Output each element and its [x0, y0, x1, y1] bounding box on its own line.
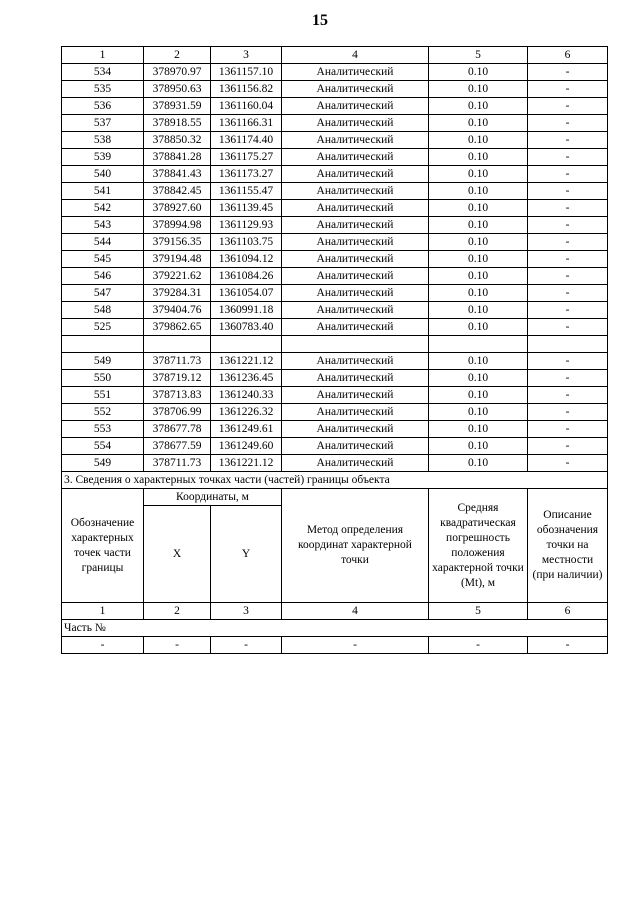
header-cell: 4	[282, 603, 429, 620]
table-cell: 1361084.26	[211, 268, 282, 285]
table-cell: Аналитический	[282, 421, 429, 438]
table-cell: Аналитический	[282, 370, 429, 387]
table-row	[62, 353, 608, 370]
table-cell: 1361236.45	[211, 370, 282, 387]
table-cell: 0.10	[429, 285, 528, 302]
table-cell: 551	[62, 387, 144, 404]
table-cell: 542	[62, 200, 144, 217]
table-cell: 379404.76	[144, 302, 211, 319]
table-row	[62, 132, 608, 149]
page-number: 15	[312, 12, 328, 29]
table-cell: -	[528, 217, 608, 234]
col-point-designation-header: Обозначение характерных точек части границы	[62, 489, 144, 603]
empty-cell	[282, 336, 429, 353]
table-row	[62, 302, 608, 319]
table-cell: 553	[62, 421, 144, 438]
header-cell: 6	[528, 603, 608, 620]
table-cell: 379284.31	[144, 285, 211, 302]
table-cell: 1361221.12	[211, 455, 282, 472]
table-row	[62, 285, 608, 302]
table-cell: -	[528, 115, 608, 132]
table-cell: 0.10	[429, 234, 528, 251]
table-cell: Аналитический	[282, 319, 429, 336]
dash-cell: -	[282, 637, 429, 654]
table-row	[62, 387, 608, 404]
table-cell: 545	[62, 251, 144, 268]
table-cell: 0.10	[429, 319, 528, 336]
empty-cell	[429, 336, 528, 353]
table-row	[62, 268, 608, 285]
table-cell: -	[528, 183, 608, 200]
table-cell: 1361175.27	[211, 149, 282, 166]
table-cell: -	[528, 319, 608, 336]
table-cell: 535	[62, 81, 144, 98]
table-cell: Аналитический	[282, 132, 429, 149]
table-cell: Аналитический	[282, 183, 429, 200]
table-cell: -	[528, 353, 608, 370]
table-cell: 1361221.12	[211, 353, 282, 370]
table-cell: Аналитический	[282, 115, 429, 132]
table-cell: 1361129.93	[211, 217, 282, 234]
table-cell: 1361155.47	[211, 183, 282, 200]
table-cell: 0.10	[429, 387, 528, 404]
table-cell: 378713.83	[144, 387, 211, 404]
table-cell: 540	[62, 166, 144, 183]
dash-cell: -	[528, 637, 608, 654]
table-cell: 1361160.04	[211, 98, 282, 115]
rows-group-a	[62, 64, 608, 336]
table-cell: Аналитический	[282, 217, 429, 234]
table-cell: 0.10	[429, 98, 528, 115]
table-cell: 0.10	[429, 353, 528, 370]
table-cell: 0.10	[429, 183, 528, 200]
coord-x-header: X	[144, 506, 211, 603]
table-cell: 0.10	[429, 217, 528, 234]
table-cell: Аналитический	[282, 64, 429, 81]
header-cell: 5	[429, 47, 528, 64]
table-cell: Аналитический	[282, 234, 429, 251]
table-cell: 378931.59	[144, 98, 211, 115]
table-cell: 378927.60	[144, 200, 211, 217]
header-cell: 5	[429, 603, 528, 620]
table-cell: 0.10	[429, 251, 528, 268]
table-cell: Аналитический	[282, 200, 429, 217]
table-cell: -	[528, 438, 608, 455]
table-cell: Аналитический	[282, 353, 429, 370]
dash-cell: -	[211, 637, 282, 654]
table-cell: 0.10	[429, 438, 528, 455]
header-cell: 2	[144, 603, 211, 620]
table-cell: Аналитический	[282, 302, 429, 319]
table-cell: 1361226.32	[211, 404, 282, 421]
table-cell: 539	[62, 149, 144, 166]
table-cell: 379221.62	[144, 268, 211, 285]
table-row	[62, 438, 608, 455]
table-cell: 0.10	[429, 421, 528, 438]
section3-number-row	[62, 603, 608, 620]
table-cell: Аналитический	[282, 285, 429, 302]
table-cell: 536	[62, 98, 144, 115]
header-cell: 3	[211, 47, 282, 64]
table-cell: 550	[62, 370, 144, 387]
table-cell: 0.10	[429, 115, 528, 132]
table-cell: 1361054.07	[211, 285, 282, 302]
empty-cell	[528, 336, 608, 353]
table-row	[62, 319, 608, 336]
table-row	[62, 64, 608, 81]
table-row	[62, 115, 608, 132]
header-cell: 3	[211, 603, 282, 620]
table-cell: -	[528, 64, 608, 81]
table-cell: 378719.12	[144, 370, 211, 387]
table-row	[62, 404, 608, 421]
table-cell: 378677.59	[144, 438, 211, 455]
table-cell: -	[528, 149, 608, 166]
table-cell: 0.10	[429, 404, 528, 421]
table-cell: -	[528, 285, 608, 302]
table-cell: 0.10	[429, 200, 528, 217]
table-cell: 525	[62, 319, 144, 336]
empty-cell	[62, 336, 144, 353]
table-cell: 1361174.40	[211, 132, 282, 149]
col-method-header: Метод определения координат характерной точки	[282, 489, 429, 603]
table-cell: 0.10	[429, 149, 528, 166]
table-cell: 543	[62, 217, 144, 234]
table-row	[62, 81, 608, 98]
rows-group-b	[62, 353, 608, 472]
table-cell: 541	[62, 183, 144, 200]
table-cell: -	[528, 268, 608, 285]
dash-cell: -	[429, 637, 528, 654]
table-cell: -	[528, 421, 608, 438]
table-cell: Аналитический	[282, 268, 429, 285]
table-cell: -	[528, 234, 608, 251]
table-cell: 379194.48	[144, 251, 211, 268]
table-row	[62, 98, 608, 115]
table-cell: -	[528, 166, 608, 183]
table-cell: 1361166.31	[211, 115, 282, 132]
table-cell: 1361240.33	[211, 387, 282, 404]
table-cell: 1361249.61	[211, 421, 282, 438]
table-cell: 1360783.40	[211, 319, 282, 336]
table-cell: 1360991.18	[211, 302, 282, 319]
table-cell: 0.10	[429, 132, 528, 149]
table-cell: 1361094.12	[211, 251, 282, 268]
coordinates-table	[61, 46, 608, 654]
table-row	[62, 149, 608, 166]
table-cell: Аналитический	[282, 251, 429, 268]
dash-row	[62, 637, 608, 654]
header-cell: 1	[62, 603, 144, 620]
table-cell: -	[528, 81, 608, 98]
table-cell: 1361173.27	[211, 166, 282, 183]
table-cell: 378841.43	[144, 166, 211, 183]
table-cell: 378677.78	[144, 421, 211, 438]
table-cell: 378918.55	[144, 115, 211, 132]
empty-separator-row	[62, 336, 608, 353]
table-cell: -	[528, 302, 608, 319]
table-cell: 534	[62, 64, 144, 81]
table-cell: -	[528, 370, 608, 387]
table-cell: -	[528, 387, 608, 404]
table-cell: 0.10	[429, 81, 528, 98]
table-cell: 378850.32	[144, 132, 211, 149]
table-cell: 379862.65	[144, 319, 211, 336]
table-row	[62, 421, 608, 438]
table-cell: 378706.99	[144, 404, 211, 421]
coords-header: Координаты, м	[144, 489, 282, 506]
coord-y-header: Y	[211, 506, 282, 603]
table-cell: -	[528, 404, 608, 421]
table-cell: 1361156.82	[211, 81, 282, 98]
table-cell: Аналитический	[282, 166, 429, 183]
table-cell: 0.10	[429, 268, 528, 285]
table-cell: 378842.45	[144, 183, 211, 200]
table-cell: Аналитический	[282, 81, 429, 98]
dash-cell: -	[144, 637, 211, 654]
table-row	[62, 370, 608, 387]
table-cell: 0.10	[429, 455, 528, 472]
table-row	[62, 234, 608, 251]
table-cell: Аналитический	[282, 438, 429, 455]
table-cell: 0.10	[429, 302, 528, 319]
col-error-header: Средняя квадратическая погрешность положения характерной точки (Mt), м	[429, 489, 528, 603]
table-cell: 378970.97	[144, 64, 211, 81]
table-row	[62, 183, 608, 200]
table-row	[62, 455, 608, 472]
table-row	[62, 217, 608, 234]
table-cell: 1361157.10	[211, 64, 282, 81]
table-cell: Аналитический	[282, 404, 429, 421]
table-cell: 1361103.75	[211, 234, 282, 251]
table-cell: 537	[62, 115, 144, 132]
table-cell: 1361249.60	[211, 438, 282, 455]
table-cell: 544	[62, 234, 144, 251]
empty-cell	[211, 336, 282, 353]
table-cell: 379156.35	[144, 234, 211, 251]
table-cell: 378711.73	[144, 353, 211, 370]
header-cell: 6	[528, 47, 608, 64]
table-header-numbers	[62, 47, 608, 64]
table-cell: -	[528, 132, 608, 149]
table-cell: 0.10	[429, 370, 528, 387]
part-label: Часть №	[62, 620, 608, 637]
table-cell: -	[528, 98, 608, 115]
table-row	[62, 166, 608, 183]
table-cell: Аналитический	[282, 149, 429, 166]
header-cell: 2	[144, 47, 211, 64]
table-cell: 378994.98	[144, 217, 211, 234]
table-row	[62, 251, 608, 268]
table-cell: 547	[62, 285, 144, 302]
table-cell: 538	[62, 132, 144, 149]
table-row	[62, 200, 608, 217]
empty-cell	[144, 336, 211, 353]
table-cell: 378950.63	[144, 81, 211, 98]
table-cell: Аналитический	[282, 455, 429, 472]
section3-title: 3. Сведения о характерных точках части (частей) границы объекта	[62, 472, 608, 489]
table-cell: 554	[62, 438, 144, 455]
table-cell: Аналитический	[282, 98, 429, 115]
dash-cell: -	[62, 637, 144, 654]
col-description-header: Описание обозначения точки на местности (при наличии)	[528, 489, 608, 603]
section3-title-row	[62, 472, 608, 489]
table-cell: 546	[62, 268, 144, 285]
header-cell: 4	[282, 47, 429, 64]
section3-header-row-1	[62, 489, 608, 506]
table-cell: -	[528, 251, 608, 268]
table-cell: 0.10	[429, 166, 528, 183]
table-cell: -	[528, 200, 608, 217]
table-cell: -	[528, 455, 608, 472]
table-cell: 378841.28	[144, 149, 211, 166]
table-cell: 548	[62, 302, 144, 319]
table-cell: 1361139.45	[211, 200, 282, 217]
table-cell: 549	[62, 353, 144, 370]
table-cell: 378711.73	[144, 455, 211, 472]
table-cell: 552	[62, 404, 144, 421]
header-cell: 1	[62, 47, 144, 64]
table-cell: 549	[62, 455, 144, 472]
part-row	[62, 620, 608, 637]
table-cell: 0.10	[429, 64, 528, 81]
table-cell: Аналитический	[282, 387, 429, 404]
